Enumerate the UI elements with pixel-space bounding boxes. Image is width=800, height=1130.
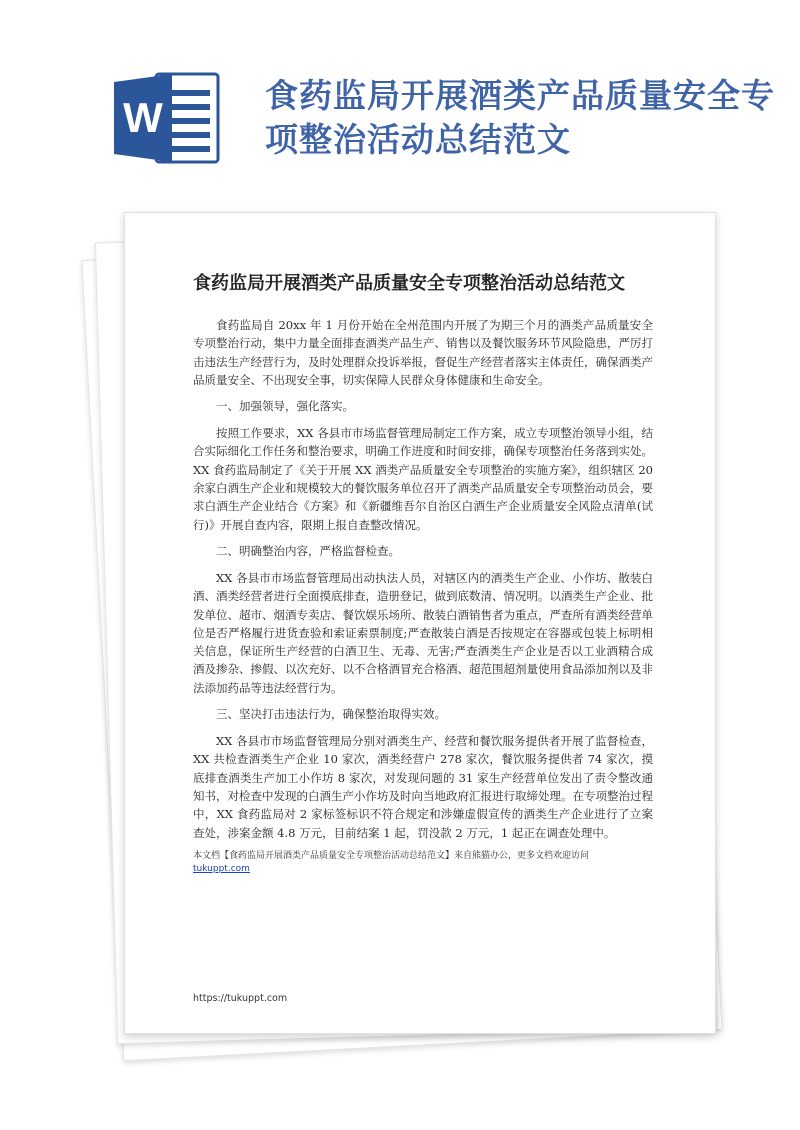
word-document-icon	[112, 70, 222, 166]
source-note-text: 本文档【食药监局开展酒类产品质量安全专项整治活动总结范文】来自熊猫办公，更多文档欢迎访问	[193, 850, 590, 861]
document-page	[124, 212, 716, 1034]
document-title: 食药监局开展酒类产品质量安全专项整治活动总结范文	[265, 76, 775, 159]
paragraph-1: 按照工作要求，XX 各县市市场监督管理局制定工作方案，成立专项整治领导小组，结合实际细化工作任务和整治要求，明确工作进度和时间安排，确保专项整治任务落到实处。XX 食药监局制定了《关于开展 XX 酒类产品质量安全专项整治的实施方案》，组织辖区 20 余家白酒生产企业和规模较大的餐饮服务单位召开了酒类产品质量安全专项整治动员会，要求白酒生产企业结合《方案》和《新疆维吾尔自治区白酒生产企业质量安全风险点清单(试行)》开展自查内容，限期上报自查整改情况。	[193, 426, 653, 532]
section-heading-1: 一、加强领导，强化落实。	[216, 399, 354, 414]
section-heading-3: 三、坚决打击违法行为，确保整治取得实效。	[216, 707, 446, 722]
source-note	[193, 850, 653, 876]
page-url[interactable]: https://tukuppt.com	[193, 993, 288, 1004]
word-icon-letter: W	[123, 94, 163, 141]
paragraph-3: XX 各县市市场监督管理局分别对酒类生产、经营和餐饮服务提供者开展了监督检查，XX 共检查酒类生产企业 10 家次，酒类经营户 278 家次，餐饮服务提供者 74 家次，摸底排查酒类生产加工小作坊 8 家次，对发现问题的 31 家生产经营单位发出了责令整改通知书，对检查中发现的白酒生产小作坊及时向当地政府汇报进行取缔处理。在专项整治过程中，XX 食药监局对 2 家标签标识不符合规定和涉嫌虚假宣传的酒类生产企业进行了立案查处，涉案金额 4.8 万元，目前结案 1 起，罚没款 2 万元，1 起正在调查处理中。	[193, 734, 653, 840]
document-preview	[100, 222, 715, 1042]
banner	[0, 0, 800, 200]
paragraph-2: XX 各县市市场监督管理局出动执法人员，对辖区内的酒类生产企业、小作坊、散装白酒、酒类经营者进行全面摸底排查，造册登记，做到底数清、情况明。以酒类生产企业、批发单位、超市、烟酒专卖店、餐饮娱乐场所、散装白酒销售者为重点，严查所有酒类经营单位是否严格履行进货查验和索证索票制度;严查散装白酒是否按规定在容器或包装上标明相关信息，保证所生产经营的白酒卫生、无毒、无害;严查酒类生产企业是否以工业酒精合成酒及掺杂、掺假、以次充好、以不合格酒冒充合格酒、超范围超剂量使用食品添加剂以及非法添加药品等违法经营行为。	[193, 570, 653, 695]
section-heading-2: 二、明确整治内容，严格监督检查。	[216, 543, 400, 558]
page-heading: 食药监局开展酒类产品质量安全专项整治活动总结范文	[193, 273, 625, 294]
paragraph-intro: 食药监局自 20xx 年 1 月份开始在全州范围内开展了为期三个月的酒类产品质量安全专项整治行动，集中力量全面排查酒类产品生产、销售以及餐饮服务环节风险隐患，严厉打击违法生产经营行为，及时处理群众投诉举报，督促生产经营者落实主体责任，确保酒类产品质量安全、不出现安全事，切实保障人民群众身体健康和生命安全。	[193, 318, 653, 387]
source-link[interactable]: tukuppt.com	[193, 863, 250, 874]
